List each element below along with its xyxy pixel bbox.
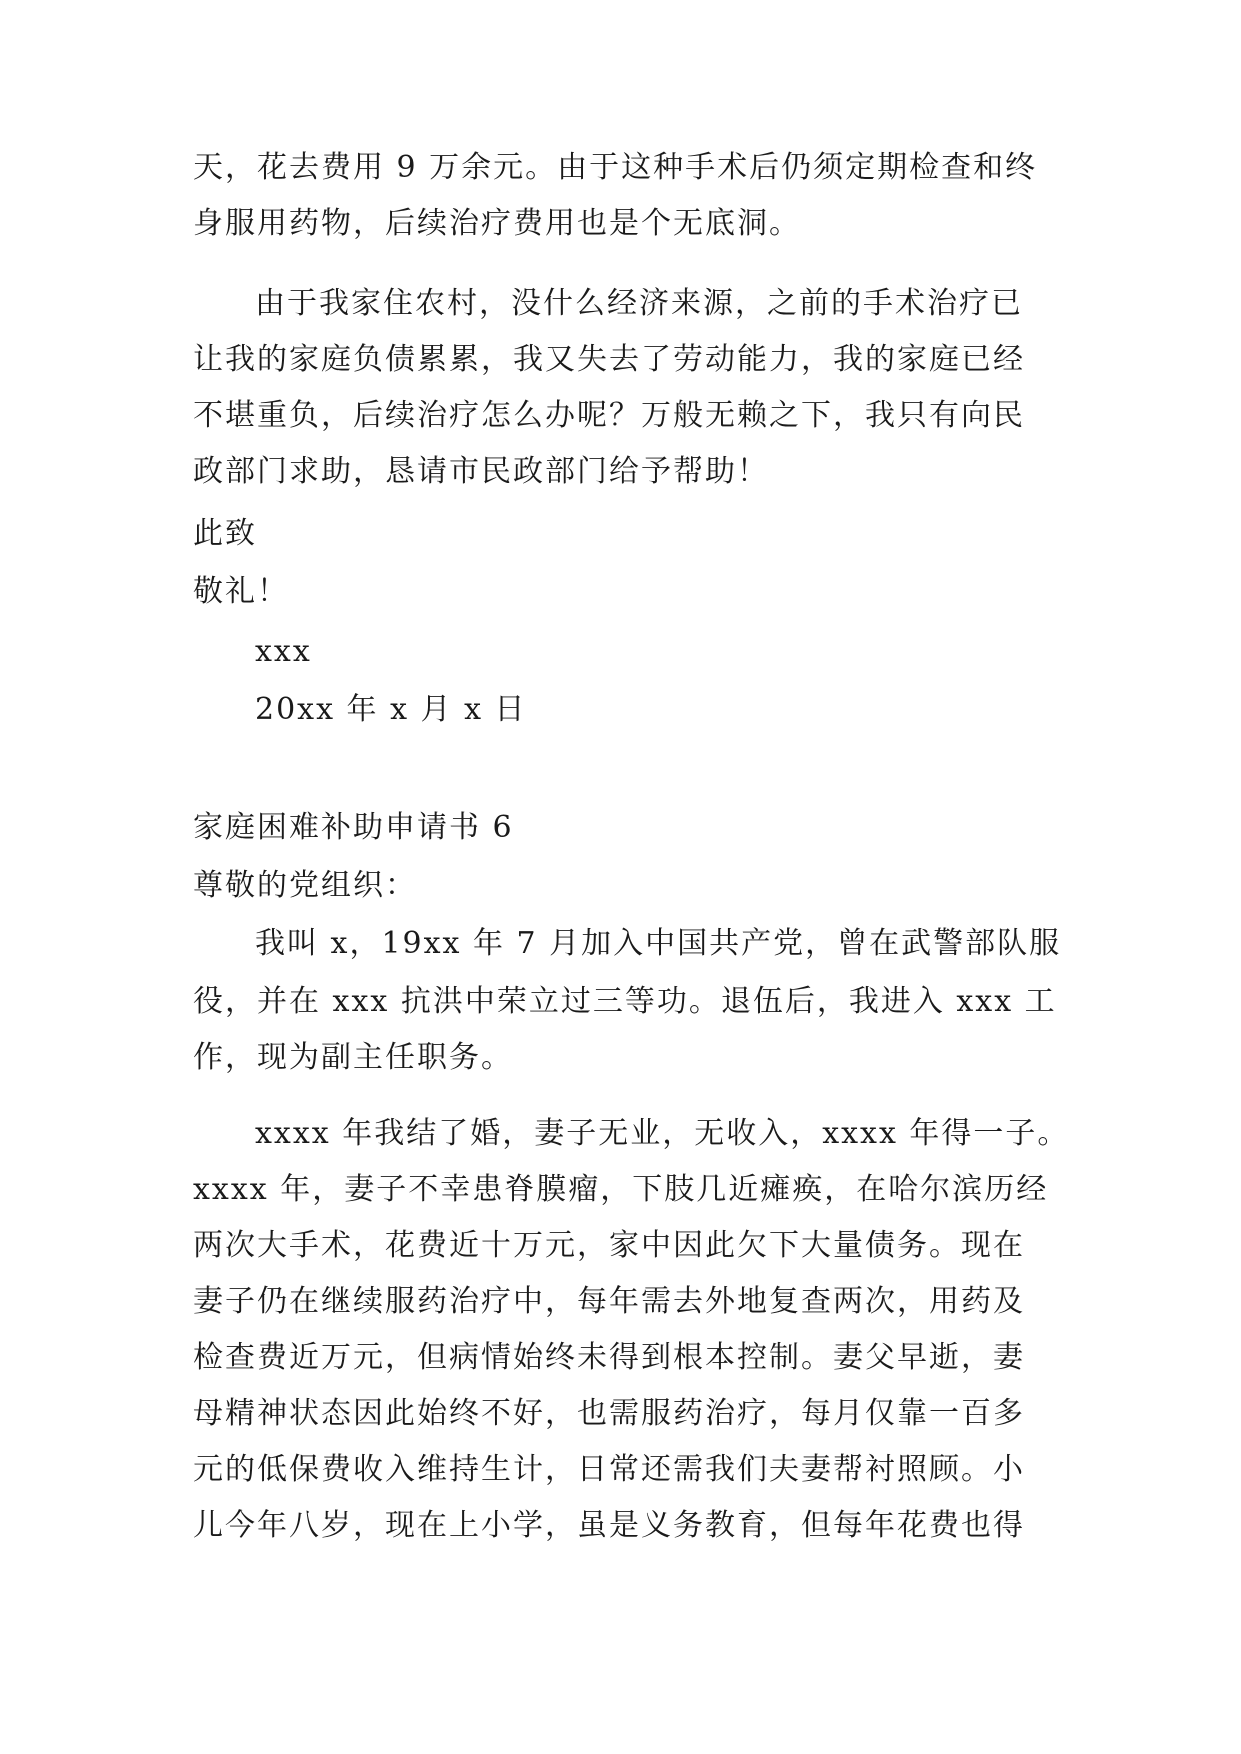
paragraph-line: xxxx 年我结了婚，妻子无业，无收入，xxxx 年得一子。 <box>255 1116 1070 1151</box>
letter-greeting: 尊敬的党组织： <box>193 868 417 903</box>
text-line: 妻子仍在继续服药治疗中，每年需去外地复查两次，用药及 <box>193 1284 1025 1319</box>
paragraph-line: 我叫 x，19xx 年 7 月加入中国共产党，曾在武警部队服 <box>255 926 1062 961</box>
closing-salutation: 此致 <box>193 516 257 551</box>
text-line: 母精神状态因此始终不好，也需服药治疗，每月仅靠一百多 <box>193 1396 1025 1431</box>
text-line: 让我的家庭负债累累，我又失去了劳动能力，我的家庭已经 <box>193 342 1025 377</box>
signature-name: xxx <box>255 634 312 669</box>
text-line: 检查费近万元，但病情始终未得到根本控制。妻父早逝，妻 <box>193 1340 1025 1375</box>
section-title: 家庭困难补助申请书 6 <box>193 810 514 845</box>
closing-regards: 敬礼！ <box>193 574 289 609</box>
text-line: 役，并在 xxx 抗洪中荣立过三等功。退伍后，我进入 xxx 工 <box>193 984 1057 1019</box>
text-line: 作，现为副主任职务。 <box>193 1040 513 1075</box>
text-line: 两次大手术，花费近十万元，家中因此欠下大量债务。现在 <box>193 1228 1025 1263</box>
signature-date: 20xx 年 x 月 x 日 <box>255 692 527 727</box>
text-line: 天，花去费用 9 万余元。由于这种手术后仍须定期检查和终 <box>193 150 1038 185</box>
text-line: 元的低保费收入维持生计，日常还需我们夫妻帮衬照顾。小 <box>193 1452 1025 1487</box>
text-line: 身服用药物，后续治疗费用也是个无底洞。 <box>193 206 801 241</box>
text-line: 政部门求助，恳请市民政部门给予帮助！ <box>193 454 769 489</box>
text-line: 儿今年八岁，现在上小学，虽是义务教育，但每年花费也得 <box>193 1508 1025 1543</box>
text-line: xxxx 年，妻子不幸患脊膜瘤，下肢几近瘫痪，在哈尔滨历经 <box>193 1172 1049 1207</box>
paragraph-line: 由于我家住农村，没什么经济来源，之前的手术治疗已 <box>255 286 1023 321</box>
text-line: 不堪重负，后续治疗怎么办呢？万般无赖之下，我只有向民 <box>193 398 1025 433</box>
